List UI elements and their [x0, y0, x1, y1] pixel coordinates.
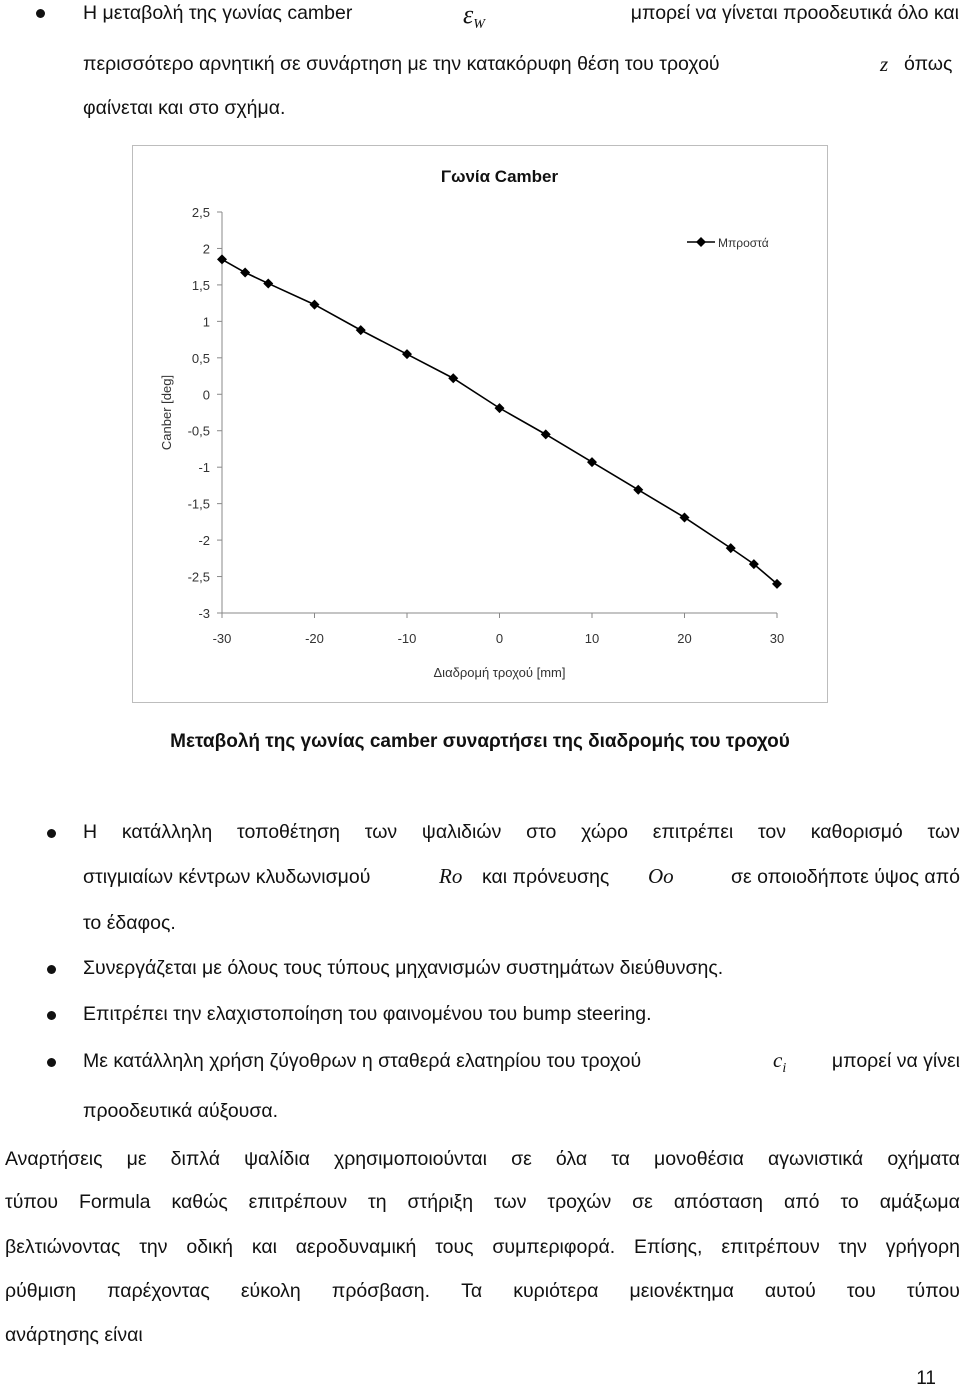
epsilon-symbol: $\varepsilon_W$ — [463, 0, 485, 32]
word: απόσταση — [673, 1191, 764, 1213]
word: στήριξη — [407, 1191, 474, 1213]
data-point — [217, 254, 227, 264]
word: αγωνιστικά — [768, 1148, 864, 1170]
y-tick-label: -1 — [198, 460, 210, 476]
word: καθώς — [171, 1191, 228, 1213]
series-line — [222, 259, 777, 583]
word: ψαλίδια — [244, 1148, 310, 1170]
x-tick-label: 0 — [495, 631, 504, 646]
intro-line-1b: μπορεί να γίνεται προοδευτικά όλο και — [630, 2, 959, 24]
paragraph-line-5: ανάρτησης είναι — [5, 1324, 143, 1346]
intro-line-3: φαίνεται και στο σχήμα. — [83, 97, 286, 119]
word: σε — [511, 1148, 532, 1170]
bullet-4-line-1b: μπορεί να γίνει — [831, 1050, 960, 1072]
word: αεροδυναμική — [295, 1236, 417, 1258]
word: από — [783, 1191, 820, 1213]
y-tick-label: -2,5 — [187, 569, 210, 585]
word: σε — [632, 1191, 653, 1213]
word: επιτρέπουν — [248, 1191, 348, 1213]
word: την — [139, 1236, 168, 1258]
word: μονοθέσια — [654, 1148, 744, 1170]
word: χρησιμοποιούνται — [333, 1148, 487, 1170]
intro-line-1a: Η μεταβολή της γωνίας camber — [83, 2, 353, 24]
data-point — [402, 349, 412, 359]
word: με — [126, 1148, 147, 1170]
oo-symbol: Oo — [648, 864, 674, 888]
word: των — [927, 821, 960, 843]
data-point — [680, 512, 690, 522]
data-point — [495, 403, 505, 413]
word: εύκολη — [240, 1280, 301, 1302]
word: οδική — [186, 1236, 233, 1258]
word: διπλά — [170, 1148, 221, 1170]
chart-title: Γωνία Camber — [440, 167, 559, 186]
word: Τα — [461, 1280, 483, 1302]
word: Formula — [79, 1191, 151, 1213]
bullet-4-line-1a: Με κατάλληλη χρήση ζύγοθρων η σταθερά ελατηρίου του τροχού — [83, 1050, 642, 1072]
word: τη — [368, 1191, 387, 1213]
data-point — [356, 325, 366, 335]
word: το — [840, 1191, 859, 1213]
y-tick-label: -2 — [198, 533, 210, 549]
word: Αναρτήσεις — [5, 1148, 103, 1170]
data-point — [633, 485, 643, 495]
word: στο — [526, 821, 557, 843]
x-tick-label: -30 — [212, 631, 232, 646]
word: παρέχοντας — [107, 1280, 210, 1302]
bullet-marker — [47, 965, 56, 974]
word: αμάξωμα — [879, 1191, 960, 1213]
bullet-marker — [47, 829, 56, 838]
paragraph-line-3 — [5, 1236, 960, 1259]
x-tick-label: 30 — [769, 631, 785, 646]
y-tick-label: -1,5 — [187, 496, 210, 512]
word: μειονέκτημα — [629, 1280, 734, 1302]
word: χώρο — [581, 821, 629, 843]
data-point — [448, 373, 458, 383]
word: τους — [435, 1236, 474, 1258]
word: τον — [757, 821, 787, 843]
camber-chart — [132, 145, 826, 701]
data-point — [240, 268, 250, 278]
word: τροχών — [547, 1191, 612, 1213]
word: επιτρέπουν — [721, 1236, 820, 1258]
bullet-1-line-2b: και πρόνευσης — [482, 866, 610, 888]
legend-label: Μπροστά — [718, 236, 769, 250]
ro-symbol: Ro — [439, 864, 463, 888]
z-symbol: z — [880, 52, 889, 76]
legend-marker — [696, 237, 706, 247]
y-tick-label: 1 — [202, 314, 210, 330]
data-point — [726, 543, 736, 553]
data-point — [541, 429, 551, 439]
word: και — [251, 1236, 277, 1258]
word: κατάλληλη — [121, 821, 213, 843]
word: κυριότερα — [513, 1280, 599, 1302]
page-number: 11 — [916, 1368, 936, 1389]
word: Επίσης, — [633, 1236, 703, 1258]
paragraph-line-2 — [5, 1191, 960, 1214]
bullet-1-line-2a: στιγμιαίων κέντρων κλυδωνισμού — [83, 866, 371, 888]
word: ψαλιδιών — [421, 821, 502, 843]
word: του — [846, 1280, 876, 1302]
data-point — [587, 457, 597, 467]
bullet-2: Συνεργάζεται με όλους τους τύπους μηχανισμών συστημάτων διεύθυνσης. — [83, 957, 724, 979]
word: την — [838, 1236, 867, 1258]
y-tick-label: -3 — [198, 606, 210, 621]
word: όλα — [555, 1148, 588, 1170]
word: τα — [611, 1148, 630, 1170]
bullet-1-line-2c: σε οποιοδήποτε ύψος από — [731, 866, 960, 888]
x-axis-label: Διαδρομή τροχού [mm] — [433, 665, 566, 680]
data-point — [263, 278, 273, 288]
bullet-4-line-2: προοδευτικά αύξουσα. — [83, 1100, 279, 1122]
y-tick-label: 0,5 — [191, 350, 210, 366]
y-tick-label: 1,5 — [191, 277, 210, 293]
intro-line-2b: όπως — [904, 53, 953, 75]
x-tick-label: 10 — [584, 631, 600, 646]
word: τοποθέτηση — [237, 821, 341, 843]
bullet-marker — [47, 1011, 56, 1020]
x-tick-label: -20 — [305, 631, 324, 646]
ci-symbol: $c_i$ — [773, 1048, 787, 1076]
intro-line-2a: περισσότερο αρνητική σε συνάρτηση με την κατακόρυφη θέση του τροχού — [83, 53, 720, 75]
x-tick-label: 20 — [677, 631, 692, 646]
y-tick-label: 2 — [202, 241, 210, 257]
bullet-1-line-3: το έδαφος. — [83, 912, 176, 934]
word: γρήγορη — [885, 1236, 960, 1258]
word: συμπεριφορά. — [492, 1236, 616, 1258]
bullet-1-line-1 — [83, 821, 960, 844]
paragraph-line-4 — [5, 1280, 960, 1303]
word: αυτού — [764, 1280, 816, 1302]
figure-caption: Μεταβολή της γωνίας camber συναρτήσει της διαδρομής του τροχού — [170, 731, 790, 752]
word: βελτιώνοντας — [5, 1236, 121, 1258]
word: καθορισμό — [810, 821, 903, 843]
y-tick-label: -0,5 — [187, 423, 210, 439]
bullet-3: Επιτρέπει την ελαχιστοποίηση του φαινομένου του bump steering. — [83, 1003, 652, 1025]
y-tick-label: 0 — [202, 387, 210, 403]
word: τύπου — [906, 1280, 960, 1302]
y-axis-label: Canber [deg] — [159, 374, 174, 451]
word: επιτρέπει — [652, 821, 734, 843]
word: των — [364, 821, 398, 843]
word: των — [494, 1191, 527, 1213]
word: πρόσβαση. — [331, 1280, 431, 1302]
paragraph-line-1 — [5, 1148, 960, 1171]
x-tick-label: -10 — [397, 631, 417, 646]
word: Η — [83, 821, 98, 843]
word: ρύθμιση — [5, 1280, 77, 1302]
data-point — [310, 300, 320, 310]
word: τύπου — [5, 1191, 59, 1213]
bullet-marker — [47, 1058, 56, 1067]
y-tick-label: 2,5 — [191, 205, 210, 220]
bullet-marker — [36, 9, 45, 18]
word: οχήματα — [887, 1148, 960, 1170]
